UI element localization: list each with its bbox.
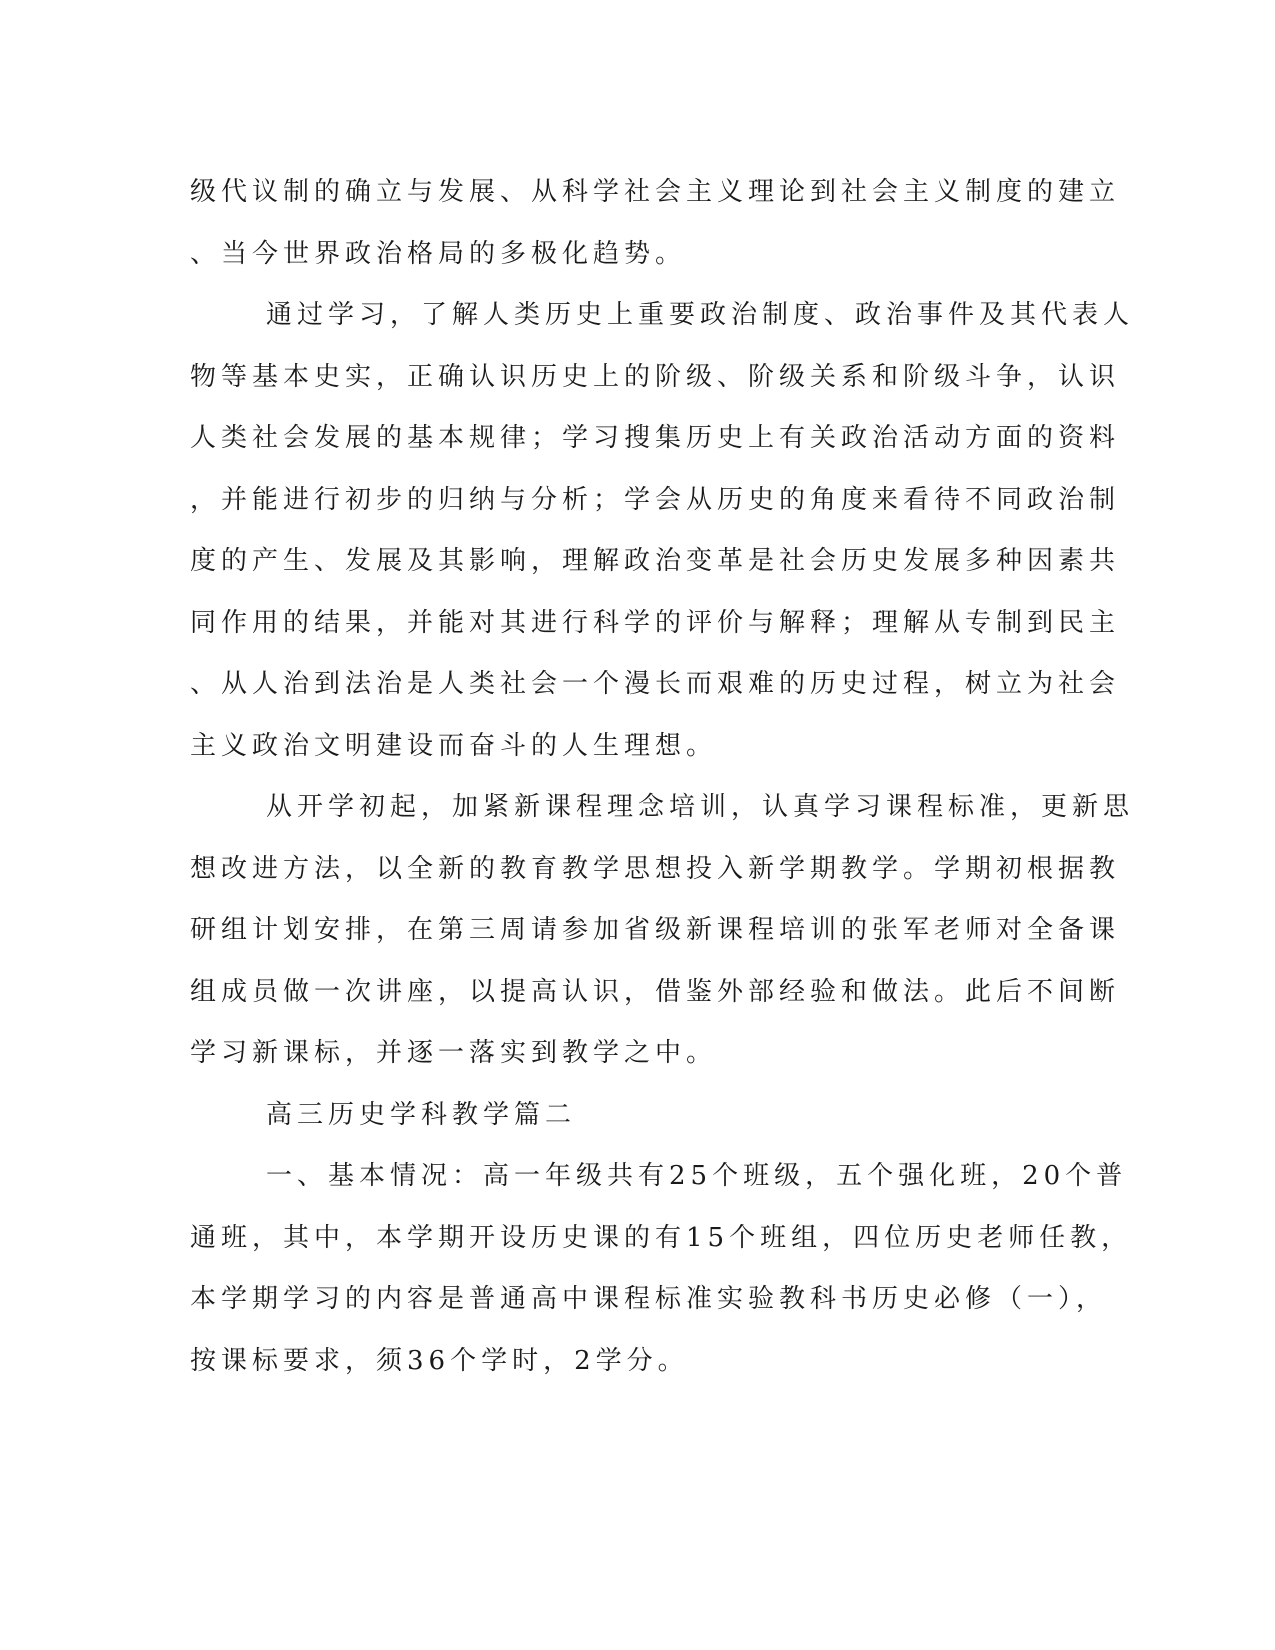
text-line: 想改进方法，以全新的教育教学思想投入新学期教学。学期初根据教 <box>190 853 1121 884</box>
text-line: 人类社会发展的基本规律；学习搜集历史上有关政治活动方面的资料 <box>190 423 1121 453</box>
paragraph-start-line: 通过学习，了解人类历史上重要政治制度、政治事件及其代表人 <box>266 300 1135 330</box>
text-line: 研组计划安排，在第三周请参加省级新课程培训的张军老师对全备课 <box>190 915 1121 945</box>
text-line: 按课标要求，须36个学时，2学分。 <box>190 1345 689 1376</box>
text-line: 、当今世界政治格局的多极化趋势。 <box>190 238 687 269</box>
text-line: 本学期学习的内容是普通高中课程标准实验教科书历史必修（一）， <box>190 1284 1108 1314</box>
text-line: 学习新课标，并逐一落实到教学之中。 <box>190 1038 718 1068</box>
text-line: 通班，其中，本学期开设历史课的有15个班组，四位历史老师任教， <box>190 1222 1133 1253</box>
text-line: 同作用的结果，并能对其进行科学的评价与解释；理解从专制到民主 <box>190 607 1121 638</box>
document-body <box>190 162 1135 1392</box>
text-line: 主义政治文明建设而奋斗的人生理想。 <box>190 730 718 761</box>
text-line: ，并能进行初步的归纳与分析；学会从历史的角度来看待不同政治制 <box>190 484 1121 515</box>
text-line: 级代议制的确立与发展、从科学社会主义理论到社会主义制度的建立 <box>190 177 1121 207</box>
text-line: 组成员做一次讲座，以提高认识，借鉴外部经验和做法。此后不间断 <box>190 976 1121 1007</box>
text-line: 度的产生、发展及其影响，理解政治变革是社会历史发展多种因素共 <box>190 546 1121 576</box>
paragraph-start-line: 从开学初起，加紧新课程理念培训，认真学习课程标准，更新思 <box>266 792 1135 822</box>
text-line: 、从人治到法治是人类社会一个漫长而艰难的历史过程，树立为社会 <box>190 669 1121 699</box>
section-heading: 高三历史学科教学篇二 <box>266 1099 577 1130</box>
text-line: 物等基本史实，正确认识历史上的阶级、阶级关系和阶级斗争，认识 <box>190 361 1121 392</box>
paragraph-start-line: 一、基本情况：高一年级共有25个班级，五个强化班，20个普 <box>266 1161 1128 1191</box>
